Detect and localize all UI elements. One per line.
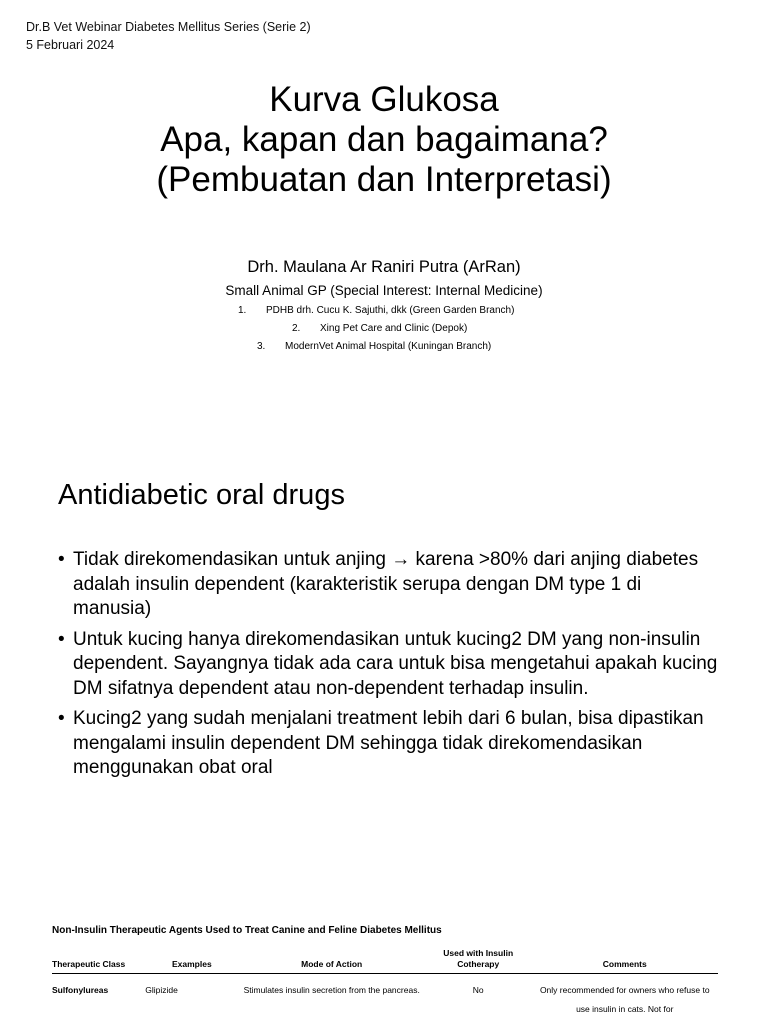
table-cell: Glipizide xyxy=(145,985,178,995)
drug-table xyxy=(52,948,718,1020)
affiliation-text: PDHB drh. Cucu K. Sajuthi, dkk (Green Garden Branch) xyxy=(266,305,515,316)
table-cell: No xyxy=(472,985,484,995)
affiliation-number: 1. xyxy=(238,305,247,316)
column-header: Therapeutic Class xyxy=(52,948,145,974)
bullet-icon: • xyxy=(58,628,65,650)
list-item xyxy=(58,628,718,702)
affiliation-text: ModernVet Animal Hospital (Kuningan Branch) xyxy=(285,341,492,352)
bullet-icon: • xyxy=(58,708,65,729)
table-cell: Only recommended for owners who refuse to use insulin in cats. Not for xyxy=(539,985,710,1014)
affiliation-number: 3. xyxy=(257,341,266,352)
table-row xyxy=(52,974,718,1021)
bullet-icon: • xyxy=(58,549,65,570)
title-line-1: Kurva Glukosa xyxy=(269,80,499,119)
page-title xyxy=(0,80,768,200)
table-cell: Sulfonylureas xyxy=(52,985,109,995)
author-name: Drh. Maulana Ar Raniri Putra (ArRan) xyxy=(247,258,521,276)
column-header: Examples xyxy=(145,948,238,974)
table-header-row xyxy=(52,948,718,974)
table-cell: Stimulates insulin secretion from the pancreas. xyxy=(243,985,420,995)
event-date: 5 Februari 2024 xyxy=(26,38,115,52)
affiliation-item xyxy=(292,322,467,336)
list-item xyxy=(58,548,718,622)
drug-table-figure xyxy=(52,924,718,1014)
table-caption: Non-Insulin Therapeutic Agents Used to Treat Canine and Feline Diabetes Mellitus xyxy=(52,925,442,936)
section-title: Antidiabetic oral drugs xyxy=(58,479,345,511)
bullet-text: Kucing2 yang sudah menjalani treatment lebih dari 6 bulan, bisa dipastikan mengalami insulin dependent DM sehingga tidak direkomendasikan menggunakan obat oral xyxy=(73,708,704,778)
author-role: Small Animal GP (Special Interest: Internal Medicine) xyxy=(225,283,543,298)
affiliation-item xyxy=(238,304,514,318)
header-note xyxy=(26,18,311,54)
affiliation-text: Xing Pet Care and Clinic (Depok) xyxy=(320,323,468,334)
title-line-3: (Pembuatan dan Interpretasi) xyxy=(156,160,612,199)
bullet-text: Tidak direkomendasikan untuk anjing → karena >80% dari anjing diabetes adalah insulin dependent (karakteristik serupa dengan DM type 1 di manusia) xyxy=(73,549,699,619)
column-header: Comments xyxy=(531,948,718,974)
bullet-list xyxy=(58,548,718,787)
bullet-text: Untuk kucing hanya direkomendasikan untuk kucing2 DM yang non-insulin dependent. Sayangnya tidak ada cara untuk bisa mengetahui apakah kucing DM sifatnya dependent atau non-dependent terhadap insulin. xyxy=(73,628,718,699)
event-name: Dr.B Vet Webinar Diabetes Mellitus Series (Serie 2) xyxy=(26,20,311,34)
list-item xyxy=(58,707,718,781)
column-header: Mode of Action xyxy=(238,948,424,974)
title-line-2: Apa, kapan dan bagaimana? xyxy=(160,120,608,159)
affiliation-number: 2. xyxy=(292,323,301,334)
column-header: Used with Insulin Cotherapy xyxy=(425,948,532,974)
affiliation-item xyxy=(257,340,491,354)
